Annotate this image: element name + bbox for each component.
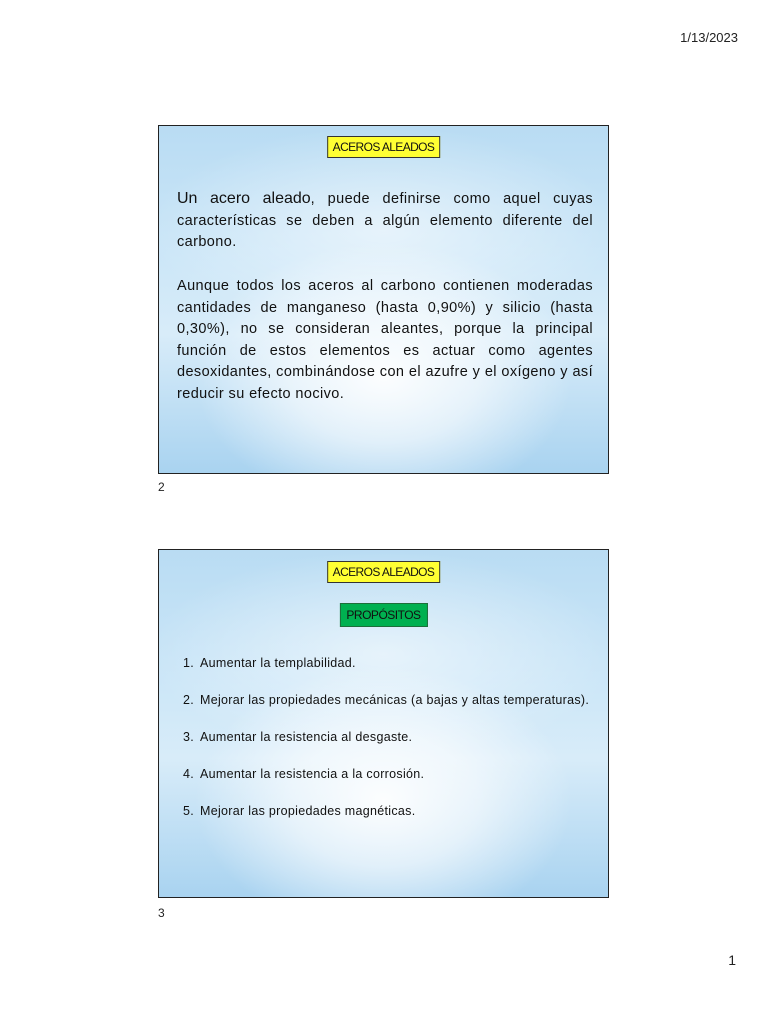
slide-page-number: 2 (158, 480, 165, 494)
list-item-text: Aumentar la resistencia al desgaste. (200, 730, 413, 744)
list-item-number: 5. (183, 804, 195, 818)
list-item (183, 654, 601, 672)
list-item-number: 4. (183, 767, 195, 781)
slide-page-number: 3 (158, 906, 165, 920)
list-item-number: 2. (183, 693, 195, 707)
slide-aceros-aleados-definition (158, 125, 609, 474)
list-item (183, 802, 601, 820)
list-item-text: Mejorar las propiedades magnéticas. (200, 804, 416, 818)
slide-title: ACEROS ALEADOS (327, 136, 441, 158)
definition-paragraph (177, 188, 593, 254)
print-date: 1/13/2023 (680, 30, 738, 45)
purpose-list (183, 654, 601, 839)
list-item-number: 3. (183, 730, 195, 744)
list-item (183, 765, 601, 783)
definition-rest: , puede definirse como aquel cuyas características se deben a algún elemento diferente del carbono. (177, 191, 593, 250)
list-item-text: Mejorar las propiedades mecánicas (a bajas y altas temperaturas). (200, 693, 590, 707)
slide-title: ACEROS ALEADOS (327, 561, 441, 583)
sheet-page-number: 1 (728, 952, 736, 968)
explanation-paragraph: Aunque todos los aceros al carbono contienen moderadas cantidades de manganeso (hasta 0,90%) y silicio (hasta 0,30%), no se consideran aleantes, porque la principal función de estos elementos es actuar como agentes desoxidantes, combinándose con el azufre y el oxígeno y así reducir su efecto nocivo. (177, 278, 593, 402)
list-item-number: 1. (183, 656, 195, 670)
list-item-text: Aumentar la resistencia a la corrosión. (200, 767, 425, 781)
slide-subtitle: PROPÓSITOS (339, 603, 427, 627)
list-item (183, 691, 601, 709)
list-item-text: Aumentar la templabilidad. (200, 656, 356, 670)
definition-lead: Un acero aleado (177, 190, 311, 207)
list-item (183, 728, 601, 746)
slide-aceros-aleados-propositos (158, 549, 609, 898)
